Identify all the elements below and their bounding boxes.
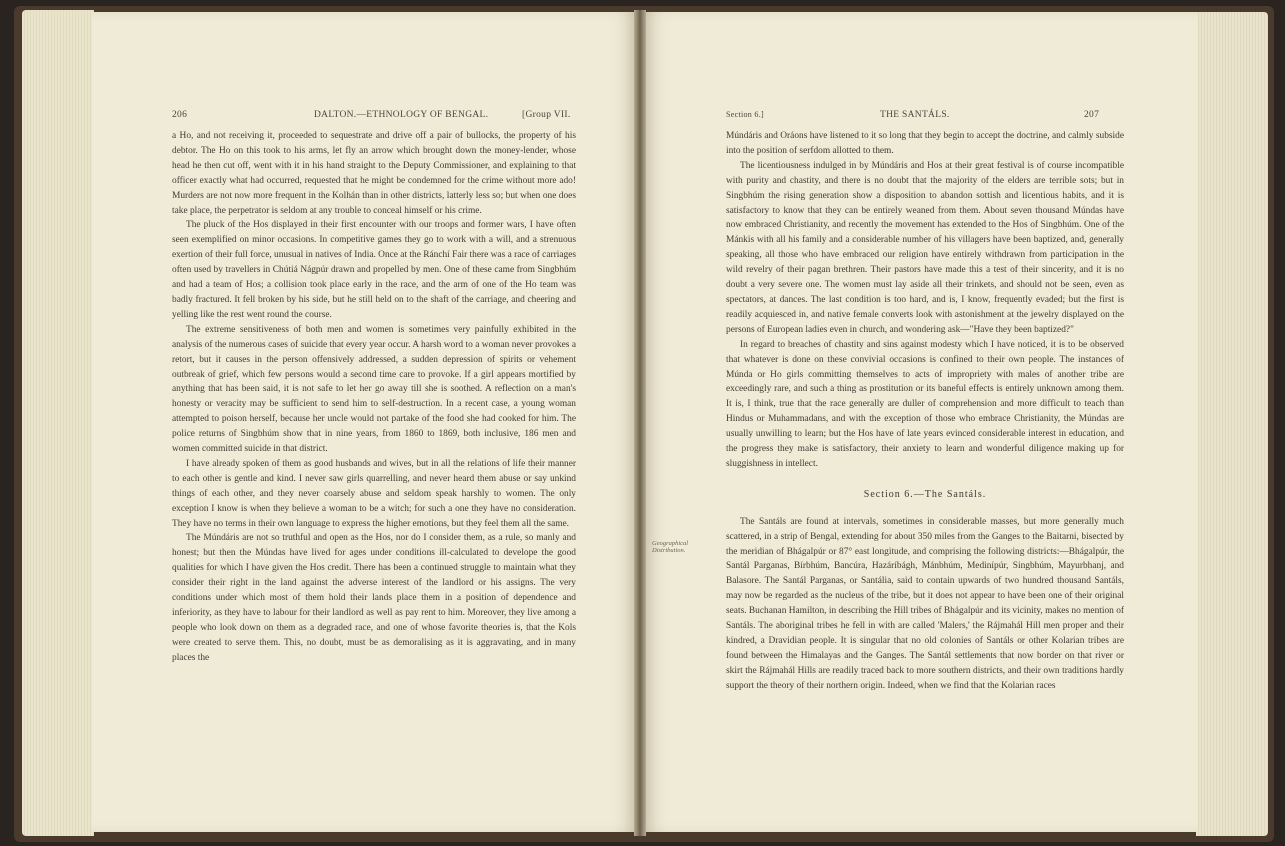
right-section-label: Section 6.]: [726, 110, 764, 119]
book-gutter: [634, 10, 646, 836]
left-paragraph: a Ho, and not receiving it, proceeded to sequestrate and drive off a pair of bullocks, the property of his debtor. The Ho on this took to his arms, let fly an arrow which brought down the money-lender, whose head he then cut off, went with it in his hand straight to the Deputy Commissioner, and explaining to that officer exactly what had occurred, requested that he might be condemned for the crime without more ado! Murders are not now more frequent in the Kolhán than in other districts, latterly less so; but when one does take place, the perpetrator is seldom at any trouble to conceal himself or his crime.: [172, 131, 576, 216]
left-page: [92, 12, 640, 832]
left-paragraph: The Múndáris are not so truthful and open as the Hos, nor do I consider them, as a rule, so manly and honest; but then the Múndas have lived for ages under conditions ill-calculated to develope the good qualities for which I have given the Hos credit. There has been a continued struggle to maintain what they consider their right in the land against the adverse interest of the landlord or his assigns. The very conditions under which most of them hold their lands place them in a position of dependence and inferiority, as they have to labour for their landlord as well as pay rent to him. Moreover, they live among a people who look down on them as a degraded race, and one of whose favorite theories is, that the Kols were created to serve them. This, no doubt, must be as demoralising as it is aggravating, and in many places the: [172, 533, 576, 663]
left-paragraph: The extreme sensitiveness of both men and women is sometimes very painfully exhibited in the analysis of the numerous cases of suicide that every year occur. A harsh word to a woman never provokes a retort, but it causes in the person offensively addressed, a sudden depression of spirits or vehement outbreak of grief, which few persons would a second time care to provoke. If a girl appears mortified by anything that has been said, it is not safe to let her go away till she is soothed. A reflection on a man's honesty or veracity may be sufficient to send him to self-destruction. In a recent case, a young woman attempted to poison herself, because her uncle would not partake of the food she had cooked for him. The police returns of Singbhúm show that in nine years, from 1860 to 1869, both inclusive, 186 men and women committed suicide in that district.: [172, 324, 576, 455]
right-page: [640, 12, 1198, 832]
right-running-head: THE SANTÁLS.: [880, 110, 950, 120]
right-paragraph: The licentiousness indulged in by Múndáris and Hos at their great festival is of course incompatible with purity and chastity, and there is no doubt that the majority of the elders are terrible sots; but in Singbhúm the rising generation show a disposition to abandon sottish and licentious habits, and it is satisfactory to know that they can be entirely weaned from them. About seven thousand Múndas have now embraced Christianity, and recently the movement has extended to the Hos of Singbhúm. One of the Mánkis with all his family and a considerable number of his villagers have been baptized, and, generally speaking, all those who have embraced our religion have entirely withdrawn from participation in the wild revelry of their pagan brethren. Their pastors have made this a test of their sincerity, and it is no doubt a very severe one. The women must lay aside all their trinkets, and should not be seen, even as spectators, at dances. The last condition is too hard, and is, I know, frequently evaded; but the first is readily acquiesced in, and native female converts look with astonishment at the jewelry displayed on the persons of European ladies even in church, and wondering ask—"Have they been baptized?": [726, 160, 1124, 335]
left-running-head: DALTON.—ETHNOLOGY OF BENGAL.: [314, 110, 489, 120]
margin-sidenote: Geographical Distribution.: [652, 540, 689, 554]
left-paragraph: The pluck of the Hos displayed in their first encounter with our troops and former wars, I have often seen exemplified on minor occasions. In competitive games they go to work with a will, and a strenuous exertion of their full force, unusual in natives of India. Once at the Ránchí Fair there was a race of carriages often used by travellers in Chútiá Nágpúr drawn and propelled by men. One of these came from Singbhúm and had a team of Hos; a collision took place early in the race, and the arm of one of the Ho team was badly fractured. It fell broken by his side, but he still held on to the shaft of the carriage, and cheering and yelling like the rest went round the course.: [172, 220, 576, 320]
left-page-edges: [22, 10, 94, 836]
section-heading: Section 6.—The Santáls.: [863, 488, 987, 500]
left-body: [172, 129, 576, 666]
right-body: [726, 129, 1124, 694]
left-group-label: [Group VII.: [522, 110, 571, 120]
right-page-number: 207: [1084, 110, 1100, 120]
left-page-number: 206: [172, 110, 188, 120]
left-paragraph: I have already spoken of them as good husbands and wives, but in all the relations of life their manner to each other is gentle and kind. I never saw girls quarrelling, and never heard them abuse or say unkind things of each other, and they never coarsely abuse and seldom speak harshly to women. The only exception I know is when they believe a woman to be a witch; for such a one they have no consideration. They have no terms in their own language to express the higher emotions, but they feel them all the same.: [172, 458, 576, 529]
right-paragraph: Múndáris and Oráons have listened to it so long that they begin to accept the doctrine, and calmly subside into the position of serfdom allotted to them.: [726, 131, 1124, 156]
right-paragraph: In regard to breaches of chastity and sins against modesty which I have noticed, it is to be observed that whatever is done on these convivial occasions is confined to their own people. The instances of Múnda or Ho girls committing themselves to acts of impropriety with males of another tribe are exceedingly rare, and such a thing as prostitution or its baneful effects is entirely unknown among them. It is, I think, true that the race generally are duller of comprehension and more difficult to teach than Hindus or Muhammadans, and with the exception of those who embrace Christianity, the Múndas are usually unwilling to learn; but the Hos have of late years evinced considerable interest in education, and the progress they make is satisfactory, their anxiety to learn and wonderful diligence making up for sluggishness in intellect.: [726, 339, 1124, 469]
right-paragraph: The Santáls are found at intervals, sometimes in considerable masses, but more generally much scattered, in a strip of Bengal, extending for about 350 miles from the Ganges to the Baitarni, bisected by the meridian of Bhágalpúr or 87° east longitude, and comprising the following districts:—Bhágalpúr, the Santál Parganas, Bírbhúm, Bancúra, Hazáríbágh, Mánbhúm, Medinípúr, Singbhúm, Mayurbhanj, and Balasore. The Santál Parganas, or Santália, said to contain upwards of two hundred thousand Santáls, may now be regarded as the nucleus of the tribe, but it does not appear to have been one of their original seats. Buchanan Hamilton, in describing the Hill tribes of Bhágalpúr and its vicinity, makes no mention of Santáls. The aboriginal tribes he fell in with are called 'Malers,' the Rájmahál Hill men proper and their kindred, a Dravidian people. It is singular that no old colonies of Santáls or other Kolarian tribes are found between the Himalayas and the Ganges. The Santál settlements that now border on that river or skirt the Rájmahál Hills are readily traced back to more southern districts, and their own traditions hardly support the theory of their northern origin. Indeed, when we find that the Kolarian races: [726, 516, 1125, 691]
right-page-edges: [1196, 12, 1268, 836]
